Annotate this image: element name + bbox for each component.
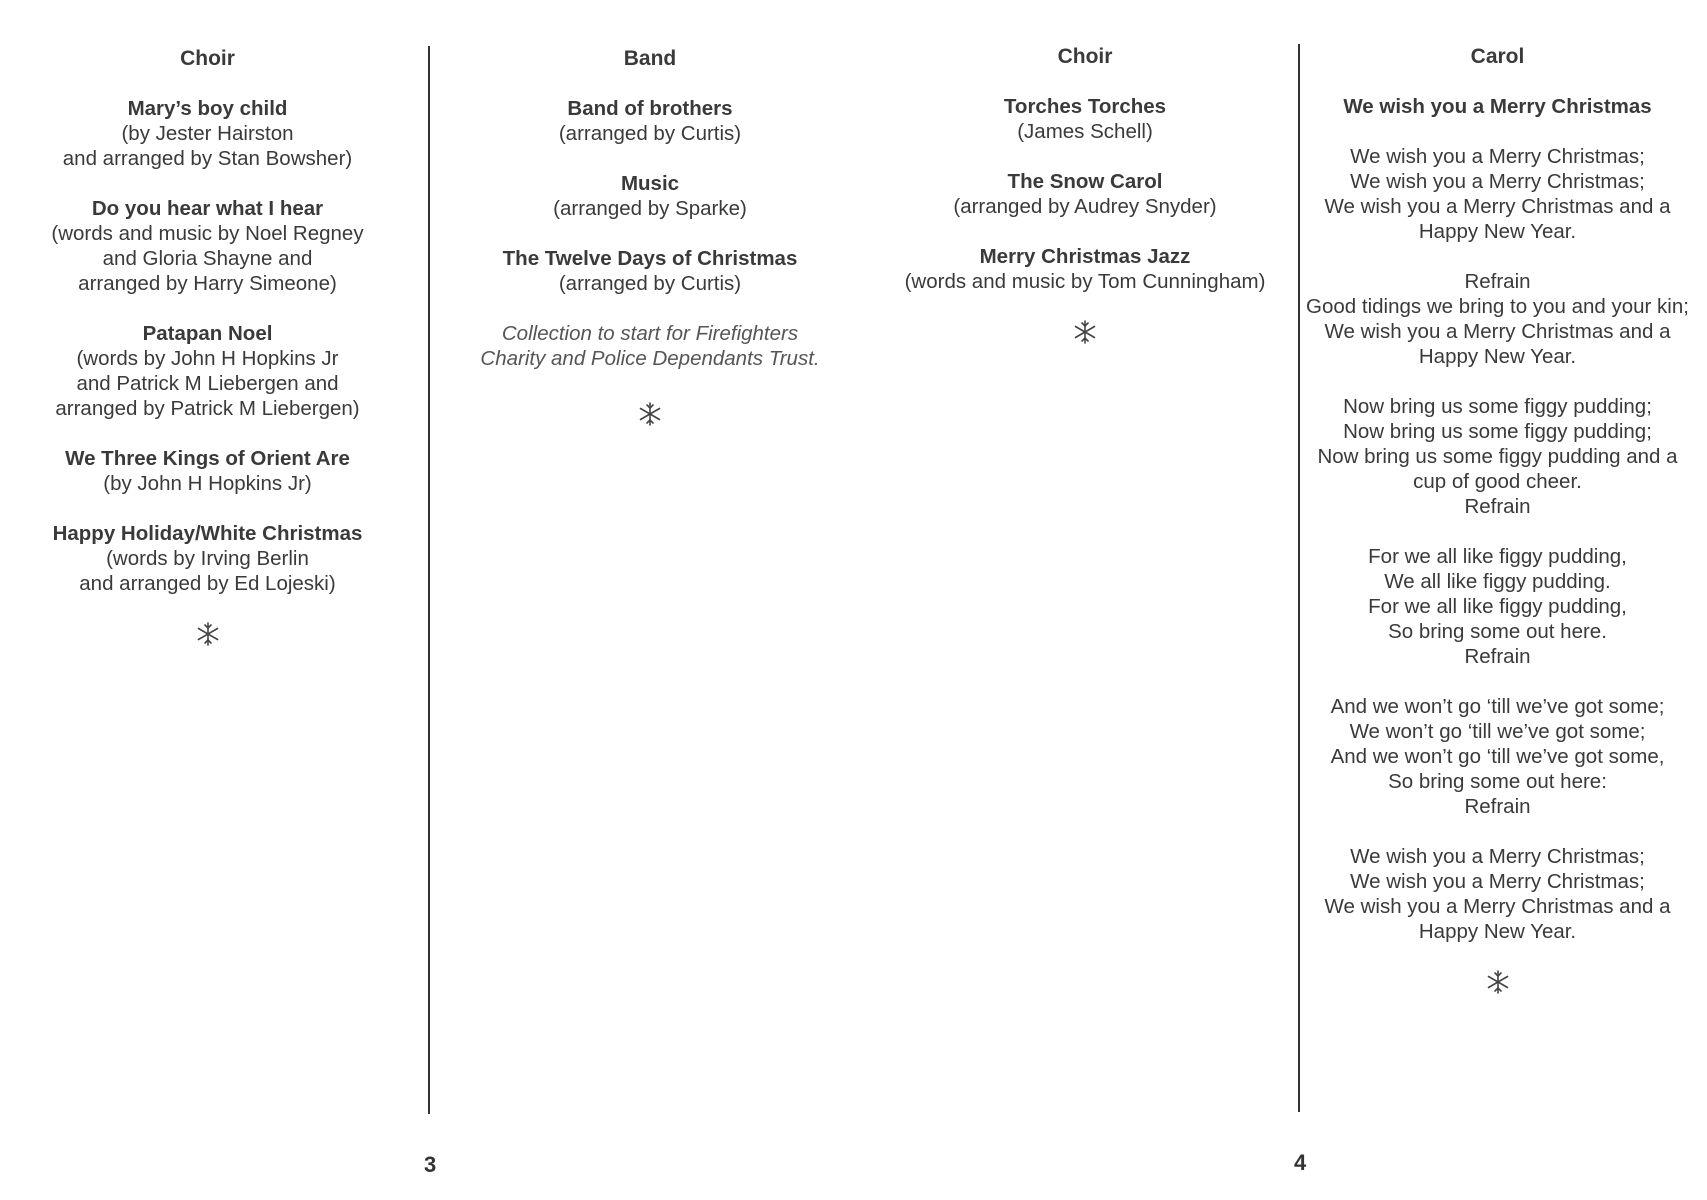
programme-item [30, 521, 385, 596]
collection-note: Collection to start for Firefighters Charity and Police Dependants Trust. [480, 322, 820, 370]
carol-title: We wish you a Merry Christmas [1343, 95, 1652, 118]
piece-title: Band of brothers [567, 97, 733, 120]
carol-stanza: And we won’t go ‘till we’ve got some; We won’t go ‘till we’ve got some; And we won’t go ‘till we’ve got some, So bring some out here: Refrain [1330, 695, 1665, 818]
page-number: 3 [424, 1152, 437, 1177]
carol-stanza: Refrain Good tidings we bring to you and your kin; We wish you a Merry Christmas and a Happy New Year. [1306, 270, 1689, 368]
page4-carol-column [1300, 44, 1695, 995]
column-divider [428, 46, 430, 1114]
programme-item [890, 94, 1280, 144]
piece-credit: (words and music by Noel Regney and Gloria Shayne and arranged by Harry Simeone) [51, 222, 364, 295]
programme-item [460, 96, 840, 146]
programme-item [460, 246, 840, 296]
piece-credit: (James Schell) [1017, 120, 1153, 143]
programme-item [30, 446, 385, 496]
piece-title: Mary’s boy child [127, 97, 288, 120]
piece-title: Merry Christmas Jazz [979, 245, 1191, 268]
carol-stanza: Now bring us some figgy pudding; Now bring us some figgy pudding; Now bring us some figgy pudding and a cup of good cheer. Refrain [1317, 395, 1678, 518]
page4-choir-column [890, 44, 1280, 345]
piece-title: Do you hear what I hear [91, 197, 324, 220]
piece-credit: (words and music by Tom Cunningham) [904, 270, 1266, 293]
snowflake-icon [637, 401, 663, 427]
piece-title: The Snow Carol [1007, 170, 1163, 193]
piece-title: Patapan Noel [142, 322, 273, 345]
piece-credit: (by John H Hopkins Jr) [103, 472, 312, 495]
snowflake-icon [1485, 969, 1511, 995]
piece-credit: (arranged by Curtis) [558, 272, 742, 295]
carol-stanza: We wish you a Merry Christmas; We wish you a Merry Christmas; We wish you a Merry Christmas and a Happy New Year. [1324, 845, 1671, 943]
carol-stanza: For we all like figgy pudding, We all like figgy pudding. For we all like figgy pudding, So bring some out here. Refrain [1368, 545, 1627, 668]
piece-title: Music [620, 172, 680, 195]
section-heading: Carol [1470, 45, 1525, 68]
programme-item [890, 244, 1280, 294]
piece-title: We Three Kings of Orient Are [65, 447, 350, 470]
piece-credit: (arranged by Curtis) [558, 122, 742, 145]
programme-item [30, 196, 385, 296]
programme-item [890, 169, 1280, 219]
piece-credit: (arranged by Audrey Snyder) [953, 195, 1217, 218]
section-heading: Choir [1057, 45, 1113, 68]
programme-item [30, 96, 385, 171]
programme-item [460, 171, 840, 221]
piece-title: Torches Torches [1003, 95, 1167, 118]
snowflake-icon [1072, 319, 1098, 345]
piece-credit: (words by John H Hopkins Jr and Patrick M Liebergen and arranged by Patrick M Liebergen) [55, 347, 360, 420]
programme-item [30, 321, 385, 421]
piece-credit: (by Jester Hairston and arranged by Stan Bowsher) [62, 122, 353, 170]
piece-title: The Twelve Days of Christmas [502, 247, 798, 270]
section-heading: Band [623, 47, 677, 70]
section-heading: Choir [180, 47, 235, 70]
piece-title: Happy Holiday/White Christmas [52, 522, 363, 545]
carol-stanza: We wish you a Merry Christmas; We wish you a Merry Christmas; We wish you a Merry Christmas and a Happy New Year. [1324, 145, 1671, 243]
piece-credit: (words by Irving Berlin and arranged by Ed Lojeski) [79, 547, 336, 595]
page3-band-column [460, 46, 840, 427]
page-number: 4 [1294, 1150, 1307, 1175]
page3-choir-column [30, 46, 385, 647]
snowflake-icon [195, 621, 221, 647]
piece-credit: (arranged by Sparke) [553, 197, 747, 220]
